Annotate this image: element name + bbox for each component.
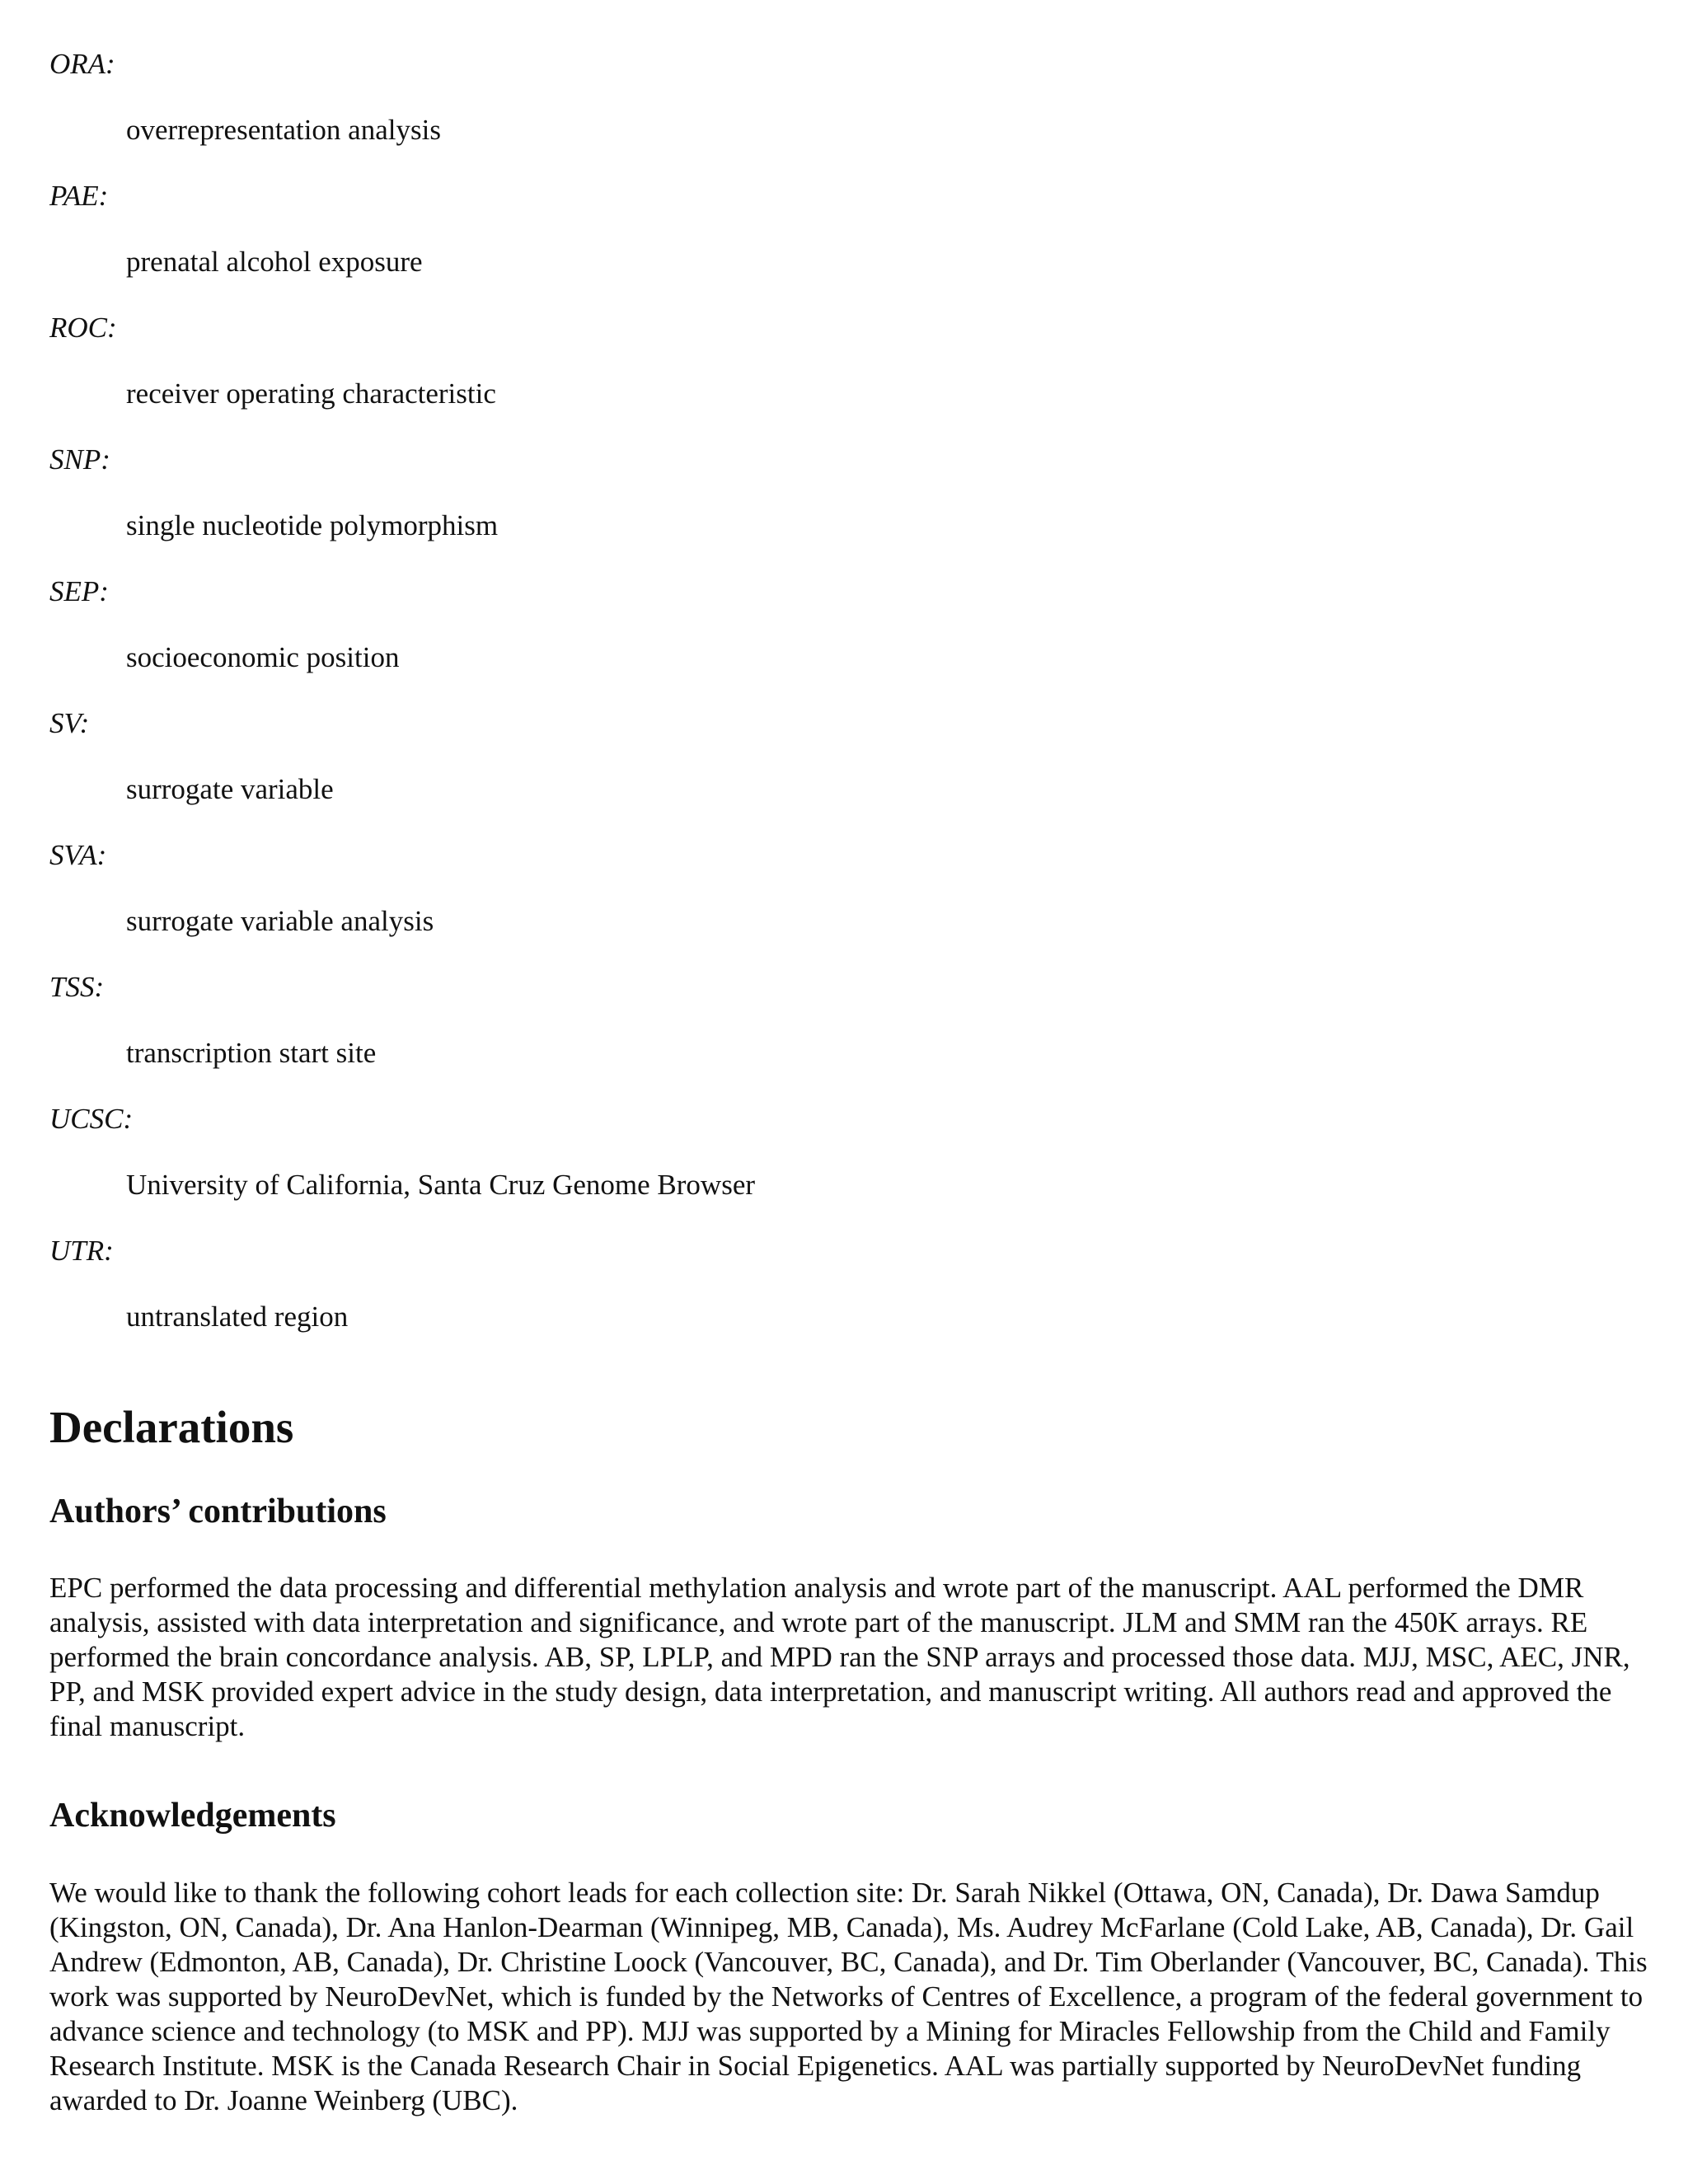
abbreviation-definition: receiver operating characteristic xyxy=(126,377,496,410)
abbreviation-definition: socioeconomic position xyxy=(126,641,400,673)
abbreviation-term: SVA: xyxy=(49,839,107,871)
abbreviation-term: PAE: xyxy=(49,180,109,212)
abbreviation-term: TSS: xyxy=(49,971,105,1003)
abbreviation-term: ROC: xyxy=(49,312,117,344)
authors-contributions-text: EPC performed the data processing and differential methylation analysis and wrote part of the manuscript. AAL performed the DMR analysis, assisted with data interpretation and significance, and wrote part of the manuscript. JLM and SMM ran the 450K arrays. RE performed the brain concordance analysis. AB, SP, LPLP, and MPD ran the SNP arrays and processed those data. MJJ, MSC, AEC, JNR, PP, and MSK provided expert advice in the study design, data interpretation, and manuscript writing. All authors read and approved the final manuscript. xyxy=(49,1572,1630,1742)
abbreviation-term: UTR: xyxy=(49,1235,114,1267)
abbreviation-definition: surrogate variable xyxy=(126,773,334,805)
authors-contributions-heading: Authors’ contributions xyxy=(49,1493,387,1530)
abbreviation-term: SV: xyxy=(49,707,90,739)
abbreviation-definition: single nucleotide polymorphism xyxy=(126,509,499,541)
abbreviation-term: SEP: xyxy=(49,575,109,607)
acknowledgements-text: We would like to thank the following cohort leads for each collection site: Dr. Sarah Nikkel (Ottawa, ON, Canada), Dr. Dawa Samdup (Kingston, ON, Canada), Dr. Ana Hanlon-Dearman (Winnipeg, MB, Canada), Ms. Audrey McFarlane (Cold Lake, AB, Canada), Dr. Gail Andrew (Edmonton, AB, Canada), Dr. Christine Loock (Vancouver, BC, Canada), and Dr. Tim Oberlander (Vancouver, BC, Canada). This work was supported by NeuroDevNet, which is funded by the Networks of Centres of Excellence, a program of the federal government to advance science and technology (to MSK and PP). MJJ was supported by a Mining for Miracles Fellowship from the Child and Family Research Institute. MSK is the Canada Research Chair in Social Epigenetics. AAL was partially supported by NeuroDevNet funding awarded to Dr. Joanne Weinberg (UBC). xyxy=(49,1877,1648,2116)
document-page xyxy=(49,48,1653,2116)
abbreviation-definition: transcription start site xyxy=(126,1037,377,1069)
abbreviation-term: SNP: xyxy=(49,443,110,476)
acknowledgements-heading: Acknowledgements xyxy=(49,1797,336,1835)
abbreviation-list xyxy=(49,48,1653,1333)
abbreviation-term: UCSC: xyxy=(49,1103,134,1135)
abbreviation-definition: overrepresentation analysis xyxy=(126,114,441,146)
abbreviation-definition: surrogate variable analysis xyxy=(126,905,434,937)
abbreviation-term: ORA: xyxy=(49,48,115,80)
declarations-heading: Declarations xyxy=(49,1402,294,1452)
abbreviation-definition: prenatal alcohol exposure xyxy=(126,246,423,278)
abbreviation-definition: University of California, Santa Cruz Genome Browser xyxy=(126,1169,756,1201)
abbreviation-definition: untranslated region xyxy=(126,1301,349,1333)
